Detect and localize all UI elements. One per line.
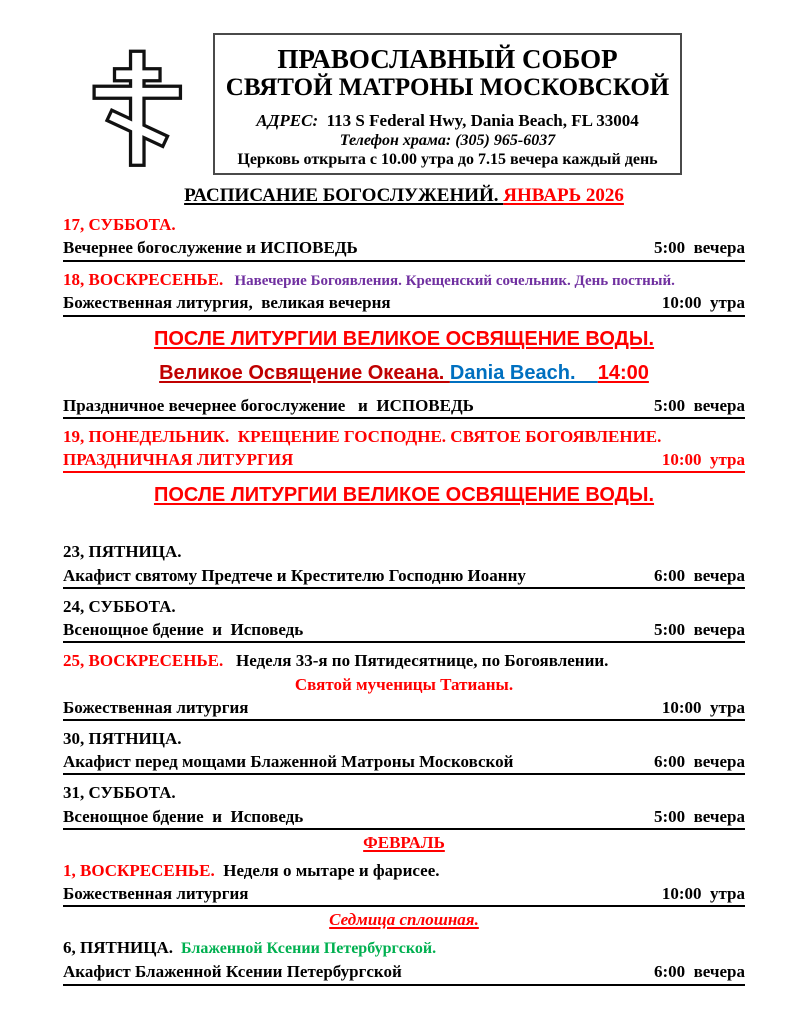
- service-time: 10:00 утра: [661, 884, 745, 904]
- address-value: 113 S Federal Hwy, Dania Beach, FL 33004: [318, 111, 639, 131]
- service-row: [63, 449, 745, 473]
- service-name: Божественная литургия: [63, 884, 249, 904]
- schedule-title-month: ЯНВАРЬ 2026: [503, 185, 624, 207]
- church-hours: Церковь открыта с 10.00 утра до 7.15 вечера каждый день: [237, 151, 658, 169]
- text-segment: Святой мученицы Татианы.: [294, 674, 514, 694]
- service-row: [63, 237, 745, 261]
- church-title-line2: СВЯТОЙ МАТРОНЫ МОСКОВСКОЙ: [225, 74, 670, 102]
- schedule-date-heading: [63, 782, 745, 803]
- service-row: [63, 292, 745, 316]
- service-time: 6:00 вечера: [653, 962, 745, 982]
- schedule-date-heading: [63, 728, 745, 749]
- service-row: [63, 806, 745, 830]
- service-name: Акафист Блаженной Ксении Петербургской: [63, 962, 402, 982]
- text-segment: 6, ПЯТНИЦА.: [63, 938, 174, 958]
- church-address: [221, 111, 674, 131]
- service-time: 5:00 вечера: [653, 806, 745, 826]
- text-segment: Седмица сплошная.: [329, 910, 479, 930]
- church-title-line1: ПРАВОСЛАВНЫЙ СОБОР: [277, 44, 618, 74]
- schedule-date-heading: [63, 214, 745, 235]
- document-header: [63, 0, 745, 175]
- text-segment: Dania Beach.: [449, 361, 598, 384]
- church-info-box: [213, 33, 682, 175]
- service-row: [63, 883, 745, 907]
- service-name: Праздничное вечернее богослужение и ИСПОВЕДЬ: [63, 395, 474, 415]
- service-time: 5:00 вечера: [653, 620, 745, 640]
- announcement-line: [63, 362, 745, 385]
- announcement-line: [63, 484, 745, 507]
- service-name: Божественная литургия: [63, 697, 249, 717]
- orthodox-cross-icon: [87, 47, 189, 171]
- schedule-title: [63, 185, 745, 207]
- text-segment: 31, СУББОТА.: [63, 783, 176, 803]
- text-segment: 25, ВОСКРЕСЕНЬЕ.: [63, 651, 224, 671]
- text-segment: ПОСЛЕ ЛИТУРГИИ ВЕЛИКОЕ ОСВЯЩЕНИЕ ВОДЫ.: [153, 484, 655, 507]
- schedule-date-heading: [63, 596, 745, 617]
- schedule-date-heading: [63, 937, 745, 959]
- service-name: Божественная литургия, великая вечерня: [63, 293, 391, 313]
- service-time: 6:00 вечера: [653, 752, 745, 772]
- announcement-line: [63, 910, 745, 930]
- service-name: Всенощное бдение и Исповедь: [63, 620, 304, 640]
- service-row: [63, 395, 745, 419]
- text-segment: Навечерие Богоявления. Крещенский сочельник. День постный.: [223, 272, 675, 289]
- service-row: [63, 697, 745, 721]
- text-segment: 23, ПЯТНИЦА.: [63, 542, 182, 562]
- address-label: АДРЕС:: [256, 111, 319, 131]
- text-segment: 30, ПЯТНИЦА.: [63, 728, 182, 748]
- text-segment: 1, ВОСКРЕСЕНЬЕ.: [63, 860, 215, 880]
- text-segment: ПОСЛЕ ЛИТУРГИИ ВЕЛИКОЕ ОСВЯЩЕНИЕ ВОДЫ.: [153, 327, 655, 350]
- schedule-date-heading: [63, 426, 745, 447]
- blank-line: [63, 517, 745, 534]
- text-segment: Великое Освящение Океана.: [159, 361, 450, 384]
- text-segment: 19, ПОНЕДЕЛЬНИК. КРЕЩЕНИЕ ГОСПОДНЕ. СВЯТОЕ БОГОЯВЛЕНИЕ.: [63, 426, 662, 446]
- announcement-line: [63, 328, 745, 351]
- service-time: 6:00 вечера: [653, 565, 745, 585]
- service-name: Вечернее богослужение и ИСПОВЕДЬ: [63, 238, 358, 258]
- cross-wrap: [63, 33, 213, 171]
- service-time: 5:00 вечера: [653, 395, 745, 415]
- schedule-title-black: РАСПИСАНИЕ БОГОСЛУЖЕНИЙ.: [184, 185, 504, 207]
- service-row: [63, 751, 745, 775]
- service-row: [63, 961, 745, 985]
- text-segment: 18, ВОСКРЕСЕНЬЕ.: [63, 269, 224, 289]
- text-segment: ФЕВРАЛЬ: [363, 832, 445, 852]
- service-name: Акафист святому Предтече и Крестителю Господню Иоанну: [63, 565, 526, 585]
- schedule-date-heading: [63, 650, 745, 671]
- schedule-date-heading: [63, 269, 745, 291]
- service-name: Акафист перед мощами Блаженной Матроны Московской: [63, 752, 514, 772]
- schedule-entries: [63, 214, 745, 986]
- text-segment: 24, СУББОТА.: [63, 596, 176, 616]
- service-time: 10:00 утра: [661, 450, 745, 470]
- service-name: Всенощное бдение и Исповедь: [63, 806, 304, 826]
- service-name: ПРАЗДНИЧНАЯ ЛИТУРГИЯ: [63, 450, 294, 470]
- announcement-line: [63, 675, 745, 695]
- service-row: [63, 619, 745, 643]
- text-segment: Блаженной Ксении Петербургской.: [173, 940, 437, 958]
- schedule-date-heading: [63, 541, 745, 562]
- schedule-date-heading: [63, 860, 745, 881]
- announcement-line: [63, 833, 745, 853]
- text-segment: 17, СУББОТА.: [63, 215, 176, 235]
- text-segment: 14:00: [597, 361, 649, 384]
- text-segment: Неделя 33-я по Пятидесятнице, по Богоявлении.: [223, 651, 609, 671]
- service-time: 10:00 утра: [661, 697, 745, 717]
- church-phone: Телефон храма: (305) 965-6037: [339, 132, 556, 150]
- service-row: [63, 565, 745, 589]
- service-time: 5:00 вечера: [653, 238, 745, 258]
- text-segment: Неделя о мытаре и фарисее.: [214, 860, 440, 880]
- service-time: 10:00 утра: [661, 293, 745, 313]
